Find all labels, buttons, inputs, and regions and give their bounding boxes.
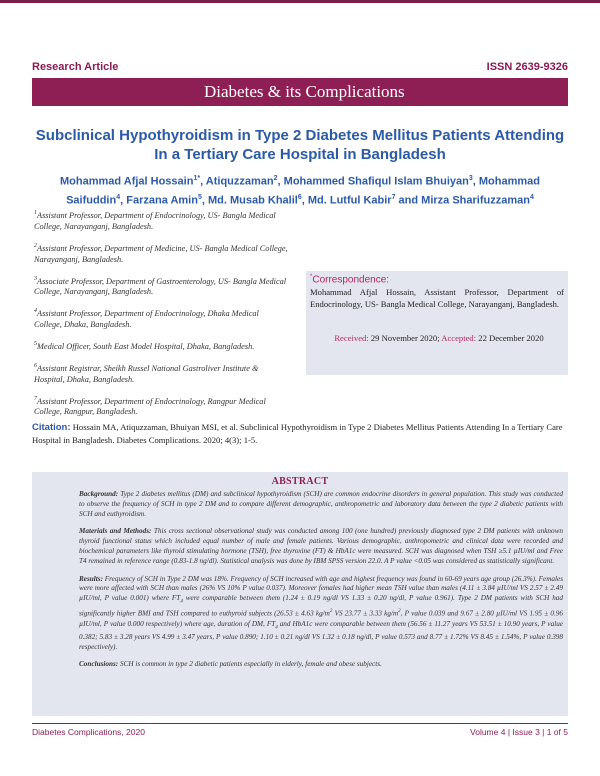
affiliation-item: $^1$Assistant Professor, Department of Endocrinology, US- Bangla Medical College, Narayanganj, Bangladesh.: [34, 210, 276, 231]
author-affiliation-marker: 4: [116, 193, 121, 201]
abstract-results: Results: Frequency of SCH in Type 2 DM was 18%. Frequency of SCH increased with age and highest frequency was found in 60-69 years age group (26.3%). Females were more affected with SCH than males (26% VS 10% P value 0.037). Moreover females had higher mean TSH value than males (4.11 ± 3.84 µIU/ml VS 2.57 ± 2.49 µIU/ml, P value 0.001) where $FT_4$ were comparable between them (1.24 ± 0.19 ng/dl VS 1.33 ± 0.20 ng/dl, P value 0.961). Type 2 DM patients with SCH had significantly higher BMI and TSH compared to euthyroid subjects (26.53 ± 4.63 $kg/m^2$ VS 23.77 ± 3.33 $kg/m^2$, P value 0.039 and 9.67 ± 2.80 µIU/ml VS 1.95 ± 0.96 µIU/ml, P value 0.000 respectively) where age, duration of DM, $FT_4$ and HbA1c were comparable between them (56.56 ± 11.27 years VS 53.51 ± 10.90 years, P value 0.382; 5.83 ± 3.28 years VS 4.99 ± 3.47 years, P value 0.890; 1.10 ± 0.21 ng/dl VS 1.32 ± 0.18 ng/dl, P value 0.573 and 8.77 ± 1.72% VS 8.45 ± 1.54%, P value 0.398 respectively).: [79, 574, 564, 651]
affiliation-item: $^4$Assistant Professor, Department of Endocrinology, Dhaka Medical College, Dhaka, Bangladesh.: [34, 308, 259, 330]
affiliation-item: $^6$Assistant Registrar, Sheikh Russel National Gastroliver Institute & Hospital, Dhaka, Bangladesh.: [34, 362, 259, 384]
citation-text: Hossain MA, Atiquzzaman, Bhuiyan MSI, et al. Subclinical Hypothyroidism in Type 2 Diabetes Mellitus Patients Attending In a Tertiary Care Hospital in Bangladesh. Diabetes Complications. 2020; 4(3); 1-5.: [32, 422, 563, 445]
footer-volume: Volume 4 | Issue 3 | 1 of 5: [470, 727, 568, 737]
paper-title: Subclinical Hypothyroidism in Type 2 Diabetes Mellitus Patients Attending In a Tertiary Care Hospital in Bangladesh: [35, 127, 565, 163]
issn: ISSN 2639-9326: [486, 61, 568, 73]
top-accent-line: [0, 0, 600, 3]
correspondence-heading: *Correspondence:: [310, 274, 390, 286]
abstract-methods: Materials and Methods: This cross sectional observational study was conducted among 100 (one hundred) previously diagnosed type 2 DM patients with unknown thyroid functional status which included equal number of male and female patients. Various demographic, anthropometric and clinical data were recorded and biochemical parameters like thyroid stimulating hormone (TSH), free thyroxine (FT) & HbA1c were measured. SCH was diagnosed when TSH ≥5.1 µIU/ml and Free T4 remained in reference range (0.83-1.8 ng/dl). Statistical analysis was done by IBM SPSS version 22.0. A P value <0.05 was considered as statistically significant.: [79, 527, 564, 565]
page-footer: [32, 727, 568, 741]
abstract-conclusions: Conclusions: SCH is common in type 2 diabetic patients especially in elderly, female and obese subjects.: [79, 660, 382, 669]
author-affiliation-marker: 4: [529, 193, 534, 201]
journal-banner: Diabetes & its Complications: [32, 78, 568, 106]
author-name: Atiquzzaman: [205, 175, 274, 188]
author-name: Mohammed Shafiqul Islam Bhuiyan: [283, 175, 469, 188]
footer-journal: Diabetes Complications, 2020: [32, 727, 145, 737]
correspondence-box: [306, 271, 568, 375]
author-affiliation-marker: 7: [391, 193, 396, 201]
author-name: Mohammad Afjal Hossain: [59, 175, 194, 188]
header-bar: [32, 61, 568, 77]
author-name: Mirza Sharifuzzaman: [421, 194, 530, 207]
author-name: Md. Musab Khalil: [208, 194, 298, 207]
affiliation-item: $^7$Assistant Professor, Department of Endocrinology, Rangpur Medical College, Rangpur, Bangladesh.: [34, 395, 266, 417]
article-type: Research Article: [32, 61, 119, 73]
article-dates: Received: 29 November 2020; Accepted: 22 December 2020: [334, 333, 544, 343]
author-list: Mohammad Afjal Hossain$^{1*}$, Atiquzzaman$^2$, Mohammed Shafiqul Islam Bhuiyan$^3$, Mohammad Saifuddin$^4$, Farzana Amin$^5$, Md. Musab Khalil$^6$, Md. Lutful Kabir$^7$ and Mirza Sharifuzzaman$^4$: [59, 175, 541, 207]
affiliations: [34, 208, 288, 426]
affiliation-item: $^5$Medical Officer, South East Model Hospital, Dhaka, Bangladesh.: [34, 341, 255, 351]
citation: [32, 421, 568, 446]
author-name: Farzana Amin: [126, 194, 198, 207]
author-name: Md. Lutful Kabir: [307, 194, 392, 207]
abstract-box: [32, 472, 568, 716]
author-affiliation-marker: 3: [468, 175, 473, 182]
abstract-body: [79, 490, 563, 678]
abstract-heading: ABSTRACT: [271, 476, 329, 487]
correspondence-text: Mohammad Afjal Hossain, Assistant Professor, Department of Endocrinology, US- Bangla Medical College, Narayanganj, Bangladesh.: [310, 287, 564, 309]
author-affiliation-marker: 6: [297, 193, 302, 201]
abstract-background: Background: Type 2 diabetes mellitus (DM) and subclinical hypothyroidism (SCH) are common endocrine disorders in general population. This study was conducted to observe the frequency of SCH in type 2 DM and to compare different demographic, anthropometric and laboratory data between the type 2 diabetic patients with SCH and euthyroidism.: [79, 490, 563, 518]
footer-divider: [32, 723, 568, 724]
author-affiliation-marker: 2: [273, 175, 278, 182]
citation-label: Citation:: [32, 422, 71, 433]
author-affiliation-marker: 5: [197, 193, 202, 201]
author-name: Mohammad Saifuddin: [66, 175, 541, 207]
affiliation-item: $^2$Assistant Professor, Department of Medicine, US- Bangla Medical College, Narayanganj, Bangladesh.: [34, 242, 288, 264]
author-affiliation-marker: 1*: [193, 175, 201, 182]
affiliation-item: $^3$Associate Professor, Department of Gastroenterology, US- Bangla Medical College, Narayanganj, Bangladesh.: [34, 275, 287, 297]
